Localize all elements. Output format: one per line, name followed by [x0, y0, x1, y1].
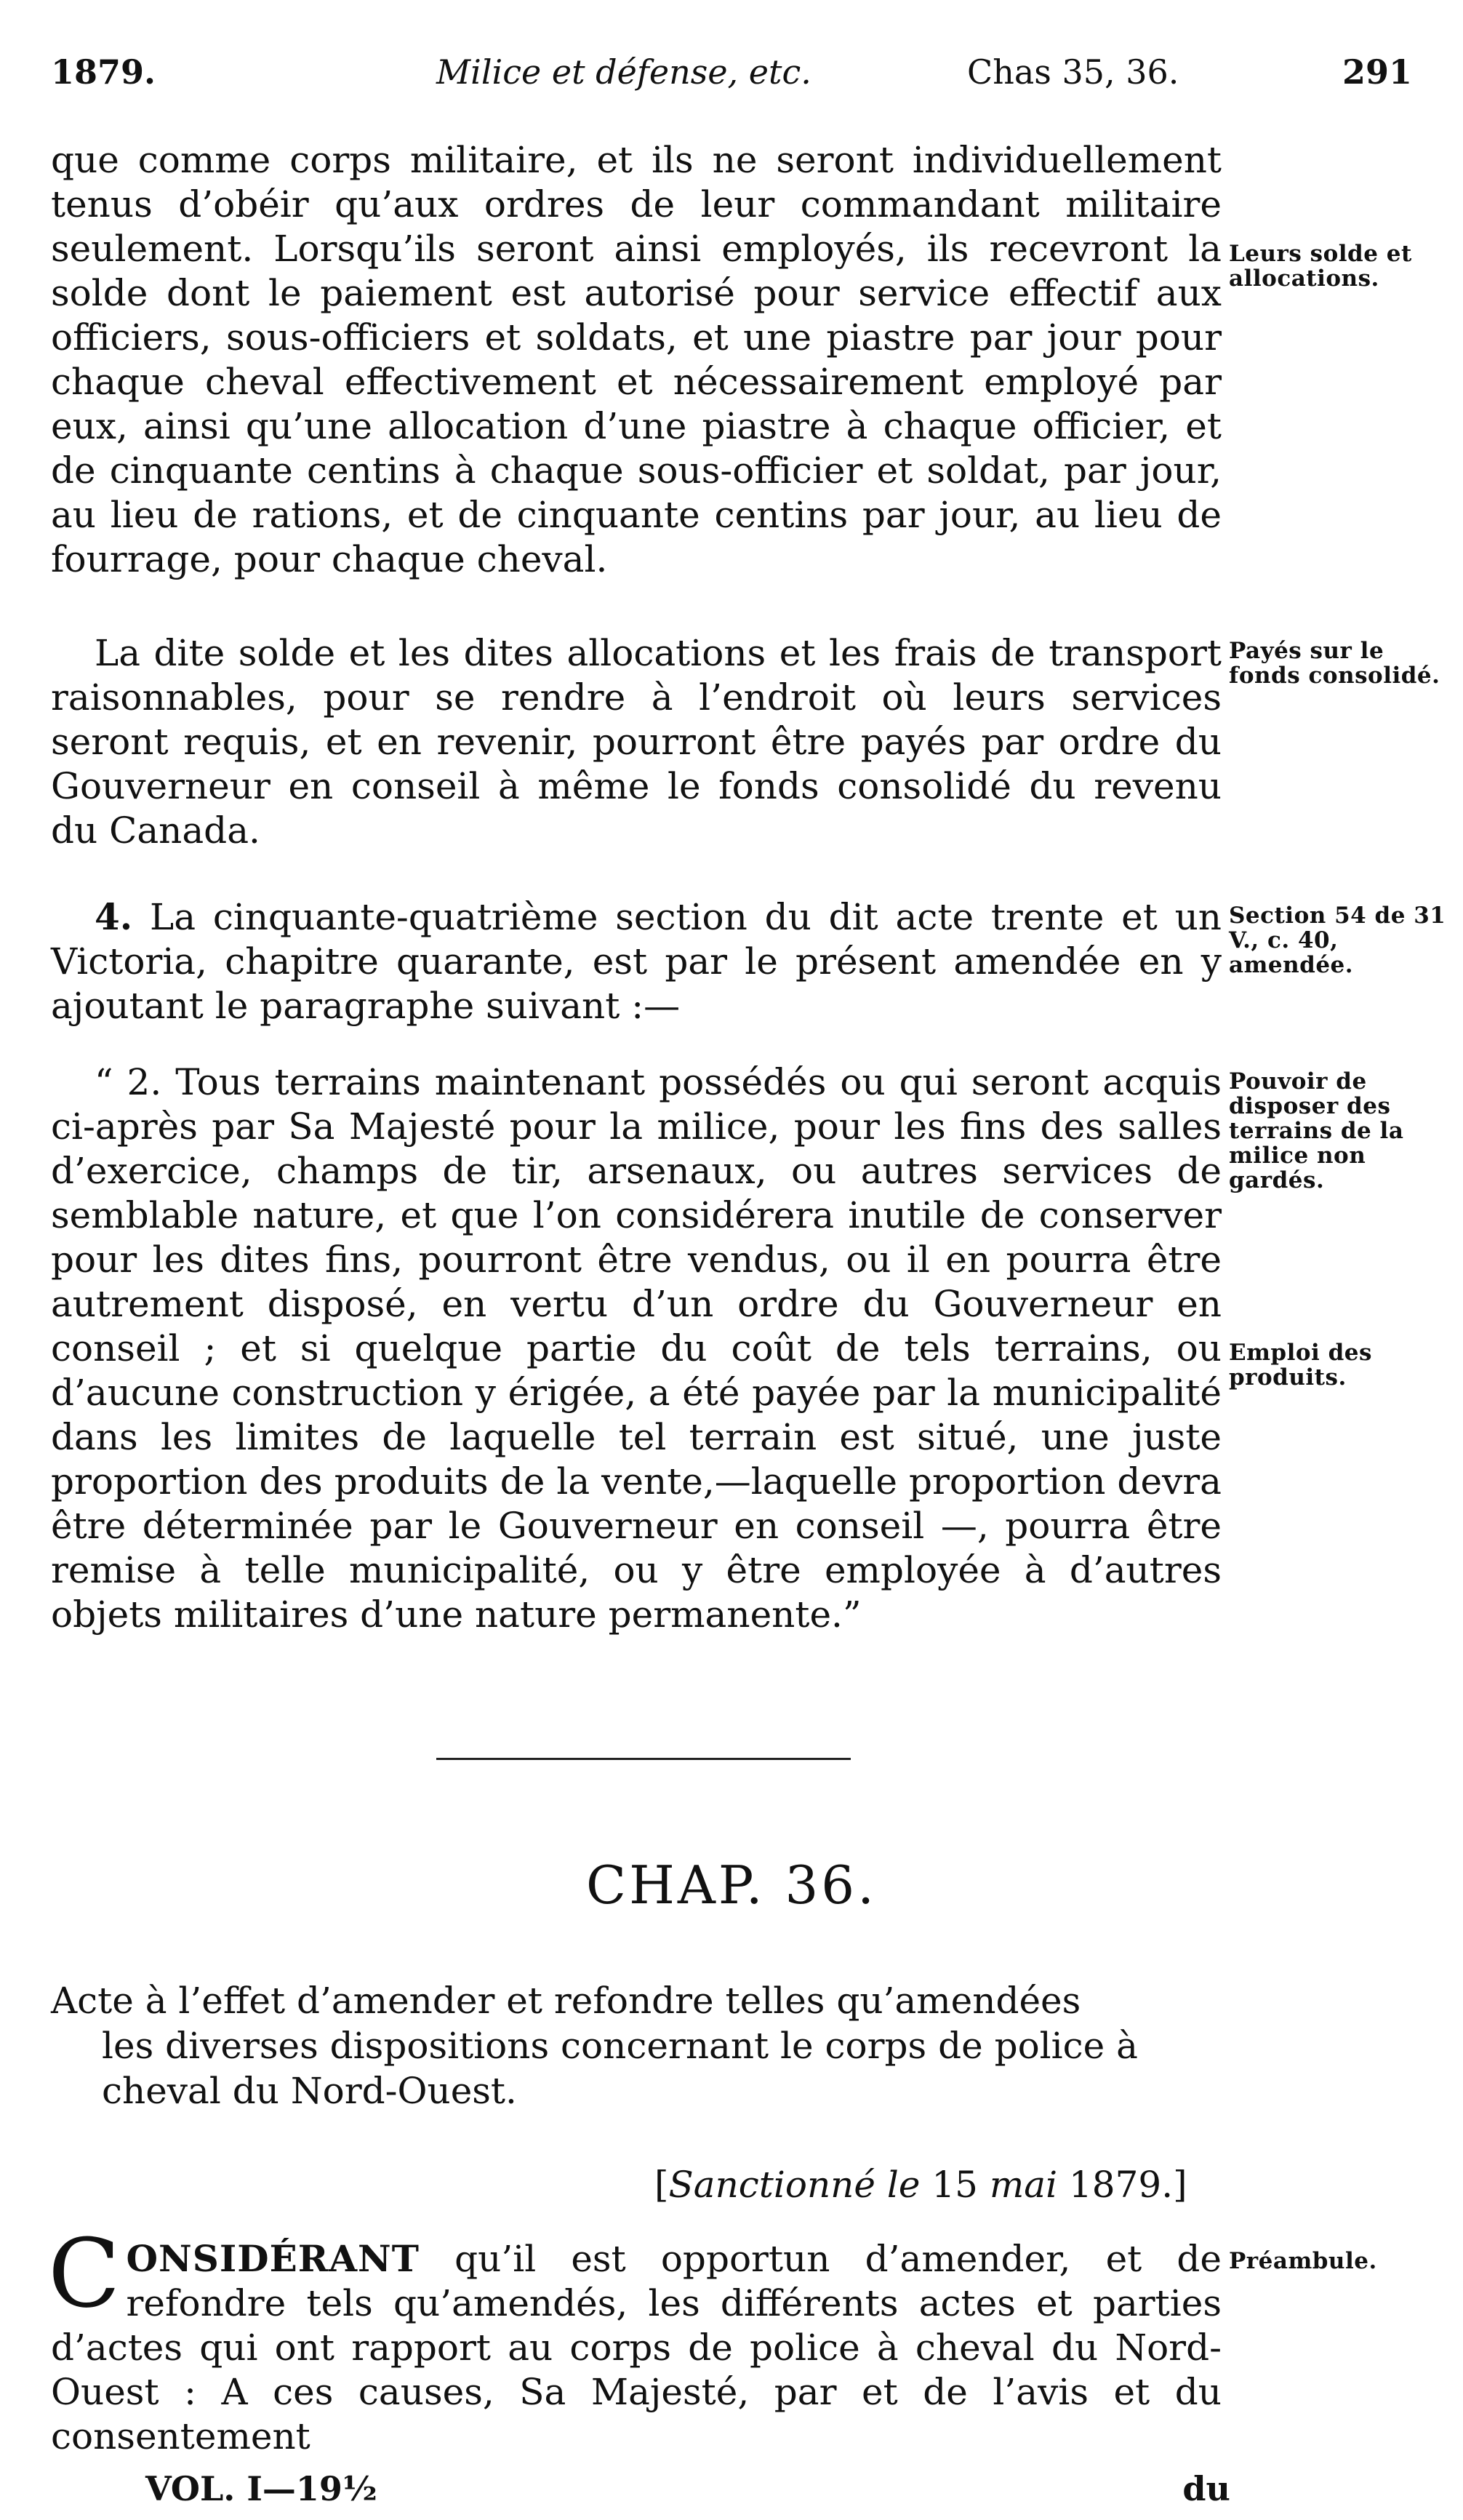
- chap35-paragraph-2: La dite solde et les dites allocations et les frais de transport raisonnables, pour se rendre à l’endroit où leurs services seront requis, et en revenir, pourront être payés par ordre du Gouverneur en conseil à même le fonds consolidé du revenu du Canada.: [51, 632, 1222, 852]
- margin-note-preambule: Préambule.: [1229, 2248, 1377, 2274]
- section-4-number: 4.: [95, 895, 133, 938]
- preamble-text: qu’il est opportun d’amender, et de refondre tels qu’amendés, les différents actes et parties d’actes qui ont rapport au corps de police à cheval du Nord-Ouest : A ces causes, Sa Majesté, par et de l’avis et du consentement: [51, 2238, 1222, 2457]
- sanction-year: 1879.]: [1057, 2164, 1187, 2206]
- page-number: 291: [1342, 52, 1412, 92]
- sanction-label: Sanctionné le: [668, 2164, 921, 2206]
- quoted-paragraph-block: [51, 1060, 1222, 1637]
- margin-note-section-54: Section 54 de 31 V., c. 40, amendée.: [1229, 903, 1446, 978]
- chap35-paragraph-1: que comme corps militaire, et ils ne seront individuellement tenus d’obéir qu’aux ordres de leur commandant militaire seulement. Lorsqu’ils seront ainsi employés, ils recevront la solde dont le paiement est autorisé pour service effectif aux officiers, sous-officiers et soldats, et une piastre par jour pour chaque cheval effectivement et nécessairement employé par eux, ainsi qu’une allocation d’une piastre à chaque officier, et de cinquante centins à chaque sous-officier et soldat, par jour, au lieu de rations, et de cinquante centins par jour, au lieu de fourrage, pour chaque cheval.: [51, 139, 1222, 580]
- signature-mark: VOL. I—19½: [145, 2469, 377, 2508]
- preamble-block: [48, 2218, 1222, 2459]
- sanction-day: 15: [920, 2164, 990, 2206]
- sanction-date: [654, 2164, 1187, 2206]
- chap35-para2-block: [51, 631, 1222, 853]
- margin-note-solde: Leurs solde et allocations.: [1229, 241, 1412, 292]
- preamble-dropcap: C: [48, 2218, 121, 2329]
- preamble-paragraph: [48, 2218, 1222, 2459]
- section-4-paragraph: [51, 895, 1222, 1028]
- margin-note-fonds: Payés sur le fonds consolidé.: [1229, 638, 1440, 689]
- header-title: Milice et défense, etc.: [436, 52, 811, 92]
- chap35-para1-block: [51, 138, 1222, 582]
- margin-note-pouvoir: Pouvoir de disposer des terrains de la milice non gardés.: [1229, 1068, 1404, 1193]
- chapter-heading: CHAP. 36.: [585, 1855, 877, 1916]
- sanction-open: [: [654, 2164, 669, 2206]
- preamble-lead-word: ONSIDÉRANT: [126, 2237, 420, 2280]
- running-head: [51, 52, 1412, 103]
- act-title-rest: les diverses dispositions concernant le corps de police à cheval du Nord-Ouest.: [102, 2025, 1138, 2112]
- sanction-month: mai: [989, 2164, 1058, 2206]
- header-chapters: Chas 35, 36.: [967, 52, 1179, 92]
- section-divider: [436, 1758, 851, 1760]
- section-4-text: La cinquante-quatrième section du dit acte trente et un Victoria, chapitre quarante, est par le présent amendée en y ajoutant le paragraphe suivant :—: [51, 896, 1222, 1027]
- act-title: [51, 1978, 1222, 2113]
- section-4-block: [51, 895, 1222, 1028]
- margin-note-emploi: Emploi des produits.: [1229, 1340, 1372, 1391]
- quoted-paragraph: “ 2. Tous terrains maintenant possédés ou qui seront acquis ci-après par Sa Majesté pour la milice, pour les fins des salles d’exercice, champs de tir, arsenaux, ou autres services de semblable nature, et que l’on considérera inutile de conserver pour les dites fins, pourront être vendus, ou il en pourra être autrement disposé, en vertu d’un ordre du Gouverneur en conseil ; et si quelque partie du coût de tels terrains, ou d’aucune construction y érigée, a été payée par la municipalité dans les limites de laquelle tel terrain est situé, une juste proportion des produits de la vente,—laquelle proportion devra être déterminée par le Gouverneur en conseil —, pourra être remise à telle municipalité, ou y être employée à d’autres objets militaires d’une nature permanente.”: [51, 1061, 1222, 1636]
- act-title-line-1: Acte à l’effet d’amender et refondre telles qu’amendées: [51, 1980, 1081, 2022]
- catchword: du: [1182, 2469, 1230, 2508]
- header-year: 1879.: [51, 52, 156, 92]
